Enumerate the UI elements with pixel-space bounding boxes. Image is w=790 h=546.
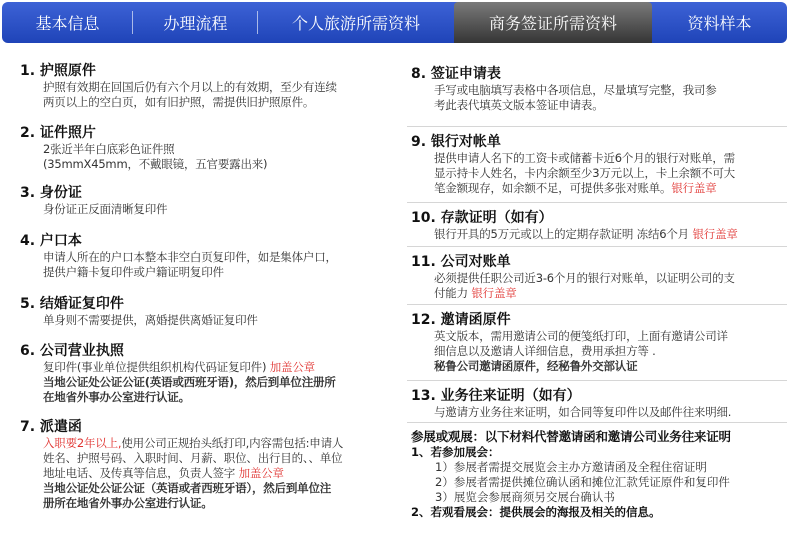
item-text bbox=[411, 227, 787, 242]
item-title: 2. 证件照片 bbox=[20, 125, 96, 141]
exhibition-item: 1）参展者需提交展览会主办方邀请函及全程住宿证明 bbox=[435, 460, 707, 474]
item-title: 12. 邀请函原件 bbox=[411, 312, 511, 328]
right-column bbox=[407, 65, 787, 520]
item-note: 在地省外事办公室进行认证。 bbox=[43, 390, 190, 404]
item-text-part: 银行开具的5万元或以上的定期存款证明 冻结6个月 bbox=[434, 227, 689, 241]
item-text: 显示持卡人姓名，卡内余额至少3万元以上，卡上余额不可大 bbox=[434, 166, 735, 180]
item-note: 当地公证处公证公证（英语或者西班牙语），然后到单位注 bbox=[43, 481, 332, 495]
tab-label: 资料样本 bbox=[687, 14, 752, 33]
item-text-part: 使用公司正规抬头纸打印,内容需包括:申请人 bbox=[121, 436, 344, 450]
left-column bbox=[20, 62, 398, 511]
item-text: 申请人所在的户口本整本非空白页复印件，如是集体户口， bbox=[43, 250, 337, 264]
item-title: 1. 护照原件 bbox=[20, 63, 96, 79]
item-passport bbox=[20, 62, 398, 124]
tab-label: 办理流程 bbox=[163, 14, 228, 33]
item-title: 8. 签证申请表 bbox=[411, 66, 501, 82]
item-title: 9. 银行对帐单 bbox=[411, 134, 501, 150]
item-text: 考此表代填英文版本签证申请表。 bbox=[434, 98, 604, 112]
item-title: 13. 业务往来证明（如有） bbox=[411, 388, 581, 404]
item-deposit-certificate bbox=[407, 203, 787, 247]
item-text: 护照有效期在回国后仍有六个月以上的有效期，至少有连续 bbox=[43, 80, 337, 94]
stamp-note: 加盖公章 bbox=[269, 360, 315, 374]
stamp-note: 银行盖章 bbox=[471, 286, 517, 300]
item-text: 2张近半年白底彩色证件照 bbox=[43, 142, 175, 156]
item-text: 单身则不需要提供，离婚提供离婚证复印件 bbox=[43, 313, 258, 327]
item-text-part: 复印件(事业单位提供组织机构代码证复印件) bbox=[43, 360, 267, 374]
tab-bar bbox=[2, 2, 787, 43]
item-company-statement bbox=[407, 247, 787, 305]
item-business-proof bbox=[407, 381, 787, 423]
item-invitation-letter bbox=[407, 305, 787, 381]
item-business-license bbox=[20, 342, 398, 418]
tab-process[interactable] bbox=[133, 2, 258, 43]
item-text: 细信息以及邀请人详细信息，费用承担方等 . bbox=[434, 344, 656, 358]
item-text: 两页以上的空白页，如有旧护照，需提供旧护照原件。 bbox=[43, 95, 315, 109]
tab-label: 商务签证所需资料 bbox=[488, 14, 617, 33]
tab-samples[interactable] bbox=[652, 2, 787, 43]
item-text bbox=[411, 286, 787, 301]
tab-personal-travel-docs[interactable] bbox=[258, 2, 454, 43]
item-text-part: 付能力 bbox=[434, 286, 468, 300]
exhibition-heading: 2、若观看展会：提供展会的海报及相关的信息。 bbox=[411, 505, 661, 519]
item-text: 与邀请方业务往来证明，如合同等复印件以及邮件往来明细. bbox=[434, 405, 732, 419]
tab-business-visa-docs[interactable] bbox=[454, 2, 652, 43]
item-text: 提供户籍卡复印件或户籍证明复印件 bbox=[43, 265, 224, 279]
item-title: 7. 派遣函 bbox=[20, 419, 82, 435]
exhibition-heading: 1、若参加展会： bbox=[411, 445, 500, 459]
item-text-part: 入职要2年以上, bbox=[43, 436, 122, 450]
exhibition-title: 参展或观展：以下材料代替邀请函和邀请公司业务往来证明 bbox=[411, 429, 731, 444]
item-text: 必须提供任职公司近3-6个月的银行对账单，以证明公司的支 bbox=[434, 271, 735, 285]
exhibition-item: 2）参展者需提供摊位确认函和摊位汇款凭证原件和复印件 bbox=[435, 475, 730, 489]
item-title: 4. 户口本 bbox=[20, 233, 82, 249]
item-note: 册所在地省外事办公室进行认证。 bbox=[43, 496, 213, 510]
item-text: 英文版本，需用邀请公司的便笺纸打印，上面有邀请公司详 bbox=[434, 329, 728, 343]
item-text bbox=[20, 360, 398, 375]
exhibition-item: 3）展览会参展商须另交展台确认书 bbox=[435, 490, 615, 504]
item-photo bbox=[20, 124, 398, 184]
item-text bbox=[20, 436, 398, 451]
item-household-register bbox=[20, 232, 398, 295]
item-id-card bbox=[20, 184, 398, 232]
item-text-part: 地址电话、及传真等信息，负责人签字 bbox=[43, 466, 236, 480]
stamp-note: 银行盖章 bbox=[671, 181, 717, 195]
tab-label: 基本信息 bbox=[35, 14, 100, 33]
item-text: 手写或电脑填写表格中各项信息，尽量填写完整，我司参 bbox=[434, 83, 717, 97]
tab-basic-info[interactable] bbox=[2, 2, 133, 43]
item-note: 秘鲁公司邀请函原件，经秘鲁外交部认证 bbox=[434, 359, 638, 373]
stamp-note: 加盖公章 bbox=[238, 466, 284, 480]
item-text: (35mmX45mm，不戴眼镜，五官要露出来) bbox=[43, 157, 268, 171]
item-text-part: 笔金额现存，如余额不足，可提供多张对账单。 bbox=[434, 181, 672, 195]
item-title: 3. 身份证 bbox=[20, 185, 82, 201]
item-text bbox=[20, 466, 398, 481]
item-title: 5. 结婚证复印件 bbox=[20, 296, 124, 312]
item-dispatch-letter bbox=[20, 418, 398, 511]
tab-label: 个人旅游所需资料 bbox=[291, 14, 420, 33]
item-title: 10. 存款证明（如有） bbox=[411, 210, 553, 226]
item-text bbox=[411, 181, 787, 196]
item-title: 11. 公司对账单 bbox=[411, 254, 511, 270]
item-visa-application bbox=[407, 65, 787, 127]
item-bank-statement bbox=[407, 127, 787, 203]
item-marriage-cert bbox=[20, 295, 398, 342]
exhibition-section bbox=[407, 423, 787, 520]
item-title: 6. 公司营业执照 bbox=[20, 343, 124, 359]
item-note: 当地公证处公证公证(英语或西班牙语)，然后到单位注册所 bbox=[43, 375, 336, 389]
item-text: 身份证正反面清晰复印件 bbox=[43, 202, 168, 216]
item-text: 提供申请人名下的工资卡或储蓄卡近6个月的银行对账单，需 bbox=[434, 151, 735, 165]
item-text: 姓名、护照号码、入职时间、月薪、职位、出行目的、、单位 bbox=[43, 451, 343, 465]
stamp-note: 银行盖章 bbox=[692, 227, 738, 241]
